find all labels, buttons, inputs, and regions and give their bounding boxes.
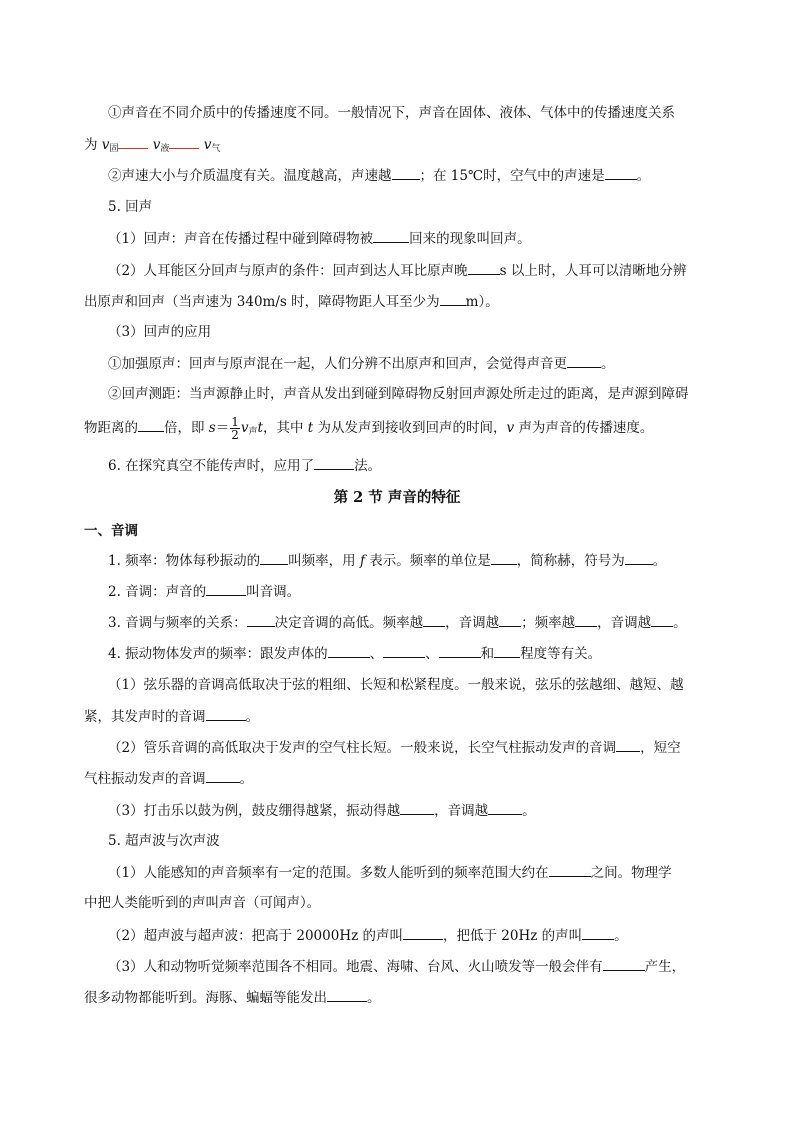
text: ，其中 — [262, 420, 304, 436]
symbol-v: v — [101, 137, 110, 153]
answer-blank[interactable] — [491, 550, 517, 565]
text-line — [108, 455, 738, 476]
answer-blank[interactable] — [383, 643, 425, 658]
answer-blank[interactable] — [314, 455, 354, 470]
text: （3）人和动物听觉频率范围各不相同。地震、海啸、台风、火山喷发等一般会伴有 — [108, 959, 603, 975]
answer-blank[interactable] — [582, 925, 614, 940]
answer-blank[interactable] — [488, 800, 522, 815]
text: 。 — [673, 615, 687, 631]
text-line — [84, 706, 714, 727]
text-line — [84, 415, 714, 445]
text: 。 — [652, 553, 667, 569]
text: 、 — [425, 646, 439, 662]
answer-blank[interactable] — [328, 643, 370, 658]
text: 和 — [480, 646, 495, 662]
text: 物距离的 — [84, 420, 138, 436]
text: m）。 — [465, 294, 499, 310]
text: ；频率越 — [521, 615, 576, 631]
subscript: 声 — [248, 427, 258, 437]
text: 程度等有关。 — [520, 646, 602, 662]
heading: 一、音调 — [84, 523, 138, 539]
text: 回来的现象叫回声。 — [409, 231, 531, 247]
text: ②声速大小与介质温度有关。温度越高，声速越 — [108, 168, 392, 184]
text-line — [108, 165, 738, 186]
text-line — [84, 987, 714, 1008]
answer-blank[interactable] — [206, 706, 246, 721]
text: ；在 15℃时，空气中的声速是 — [419, 168, 605, 184]
text-line — [108, 800, 738, 821]
text: 表示。频率的单位是 — [369, 553, 491, 569]
symbol-v: v — [240, 420, 249, 436]
denominator: 2 — [231, 428, 239, 442]
text: 产生， — [644, 959, 686, 975]
answer-blank[interactable] — [138, 417, 164, 432]
answer-blank[interactable] — [260, 550, 288, 565]
text: （1）回声：声音在传播过程中碰到障碍物被 — [108, 231, 374, 247]
text: ，音调越 — [597, 615, 652, 631]
text: 6. 在探究真空不能传声时，应用了 — [108, 458, 315, 474]
text: ，简称赫，符号为 — [516, 553, 625, 569]
answer-blank[interactable] — [439, 643, 481, 658]
text: 。 — [245, 709, 259, 725]
text: 5. 超声波与次声波 — [108, 833, 220, 849]
text: 。 — [614, 928, 628, 944]
text-line — [108, 612, 738, 633]
text-line — [108, 550, 738, 571]
answer-blank[interactable] — [575, 612, 597, 627]
text: 2. 音调：声音的 — [108, 584, 207, 600]
answer-blank[interactable] — [603, 956, 645, 971]
symbol-f: f — [359, 553, 365, 569]
text: ①加强原声：回声与原声混在一起，人们分辨不出原声和回声，会觉得声音更 — [108, 356, 567, 372]
text-line — [84, 768, 714, 789]
text: 倍，即 — [164, 420, 205, 436]
text: 中把人类能听到的声叫声音（可闻声）。 — [84, 895, 321, 911]
answer-blank[interactable] — [327, 987, 367, 1002]
text: （1）弦乐器的音调高低取决于弦的粗细、长短和松紧程度。一般来说，弦乐的弦越细、越短、越 — [108, 677, 684, 693]
text: 。 — [522, 803, 536, 819]
text: 声为声音的传播速度。 — [518, 420, 654, 436]
text-line — [108, 831, 738, 851]
answer-blank[interactable] — [403, 925, 443, 940]
text: 3. 音调与频率的关系： — [108, 615, 247, 631]
answer-blank[interactable] — [468, 260, 500, 275]
text: 。 — [239, 771, 253, 787]
text: ，音调越 — [434, 803, 489, 819]
text-line — [108, 643, 738, 664]
answer-blank[interactable] — [494, 643, 520, 658]
subscript: 固 — [109, 144, 119, 154]
answer-blank[interactable] — [392, 165, 420, 180]
text-line — [108, 956, 738, 977]
answer-blank[interactable] — [206, 581, 246, 596]
answer-blank[interactable] — [605, 165, 637, 180]
text: （1）人能感知的声音频率有一定的范围。多数人能听到的频率范围大约在 — [108, 865, 549, 881]
text: 为 — [84, 137, 98, 153]
text-line — [108, 197, 738, 217]
text: 决定音调的高低。频率越 — [274, 615, 424, 631]
text: 紧，其发声时的音调 — [84, 709, 206, 725]
text: 。 — [601, 356, 615, 372]
answer-blank[interactable] — [169, 134, 199, 149]
text-line — [108, 353, 738, 374]
text: （3）打击乐以鼓为例，鼓皮绷得越紧，振动得越 — [108, 803, 401, 819]
text: （2）管乐音调的高低取决于发声的空气柱长短。一般来说，长空气柱振动发声的音调 — [108, 740, 617, 756]
text-line — [108, 925, 738, 946]
text-line — [108, 103, 738, 123]
answer-blank[interactable] — [206, 768, 240, 783]
text: 4. 振动物体发声的频率：跟发声体的 — [108, 646, 328, 662]
text: （2）人耳能区分回声与原声的条件：回声到达人耳比原声晚 — [108, 263, 468, 279]
text-line — [108, 675, 738, 695]
answer-blank[interactable] — [400, 800, 434, 815]
answer-blank[interactable] — [440, 291, 466, 306]
answer-blank[interactable] — [625, 550, 653, 565]
answer-blank[interactable] — [118, 134, 148, 149]
text-line — [108, 228, 738, 249]
text: ，短空 — [640, 740, 681, 756]
text: 、 — [369, 646, 384, 662]
text: 为从发声到接收到回声的时间， — [317, 420, 507, 436]
text-line — [108, 737, 738, 758]
text-line — [108, 260, 738, 281]
text: 。 — [636, 168, 651, 184]
answer-blank[interactable] — [549, 862, 591, 877]
text: 之间。物理学 — [590, 865, 672, 881]
text-line — [108, 581, 738, 602]
text: ①声音在不同介质中的传播速度不同。一般情况下，声音在固体、液体、气体中的传播速度关系 — [108, 105, 675, 121]
text-line — [108, 384, 738, 404]
subscript: 液 — [160, 144, 170, 154]
text: 。 — [367, 990, 381, 1006]
text-line — [84, 893, 714, 913]
symbol-s: s — [208, 420, 216, 436]
text-line — [84, 291, 714, 312]
text: 1. 频率：物体每秒振动的 — [108, 553, 261, 569]
symbol-v: v — [506, 420, 515, 436]
text: ，音调越 — [445, 615, 500, 631]
text: s 以上时，人耳可以清晰地分辨 — [499, 263, 687, 279]
symbol-t: t — [307, 420, 314, 436]
text: 法。 — [354, 458, 382, 474]
text: 5. 回声 — [108, 199, 153, 215]
answer-blank[interactable] — [373, 228, 409, 243]
text: ，把低于 20Hz 的声叫 — [443, 928, 583, 944]
equals-sign: ＝ — [215, 420, 230, 436]
fraction-one-half — [230, 416, 240, 441]
text-line — [108, 862, 738, 883]
text: ②回声测距：当声源静止时，声音从发出到碰到障碍物反射回声源处所走过的距离，是声源到障碍 — [108, 386, 689, 402]
symbol-v: v — [203, 137, 212, 153]
numerator: 1 — [231, 415, 239, 429]
answer-blank[interactable] — [651, 612, 673, 627]
answer-blank[interactable] — [616, 737, 640, 752]
section-title: 第 2 节 声音的特征 — [333, 489, 461, 506]
answer-blank[interactable] — [567, 353, 601, 368]
text: 叫频率，用 — [288, 553, 356, 569]
subscript: 气 — [211, 144, 221, 154]
text: 出原声和回声（当声速为 340m/s 时，障碍物距人耳至少为 — [84, 294, 440, 310]
text-line — [108, 322, 738, 342]
text: 叫音调。 — [246, 584, 301, 600]
answer-blank[interactable] — [499, 612, 521, 627]
text: 气柱振动发声的音调 — [84, 771, 206, 787]
text: （2）超声波与超声波：把高于 20000Hz 的声叫 — [108, 928, 404, 944]
text: （3）回声的应用 — [108, 324, 212, 340]
symbol-t: t — [257, 420, 263, 436]
answer-blank[interactable] — [423, 612, 445, 627]
answer-blank[interactable] — [247, 612, 275, 627]
symbol-v: v — [152, 137, 161, 153]
text-line — [84, 134, 714, 159]
text: 很多动物都能听到。海豚、蝙蝠等能发出 — [84, 990, 327, 1006]
